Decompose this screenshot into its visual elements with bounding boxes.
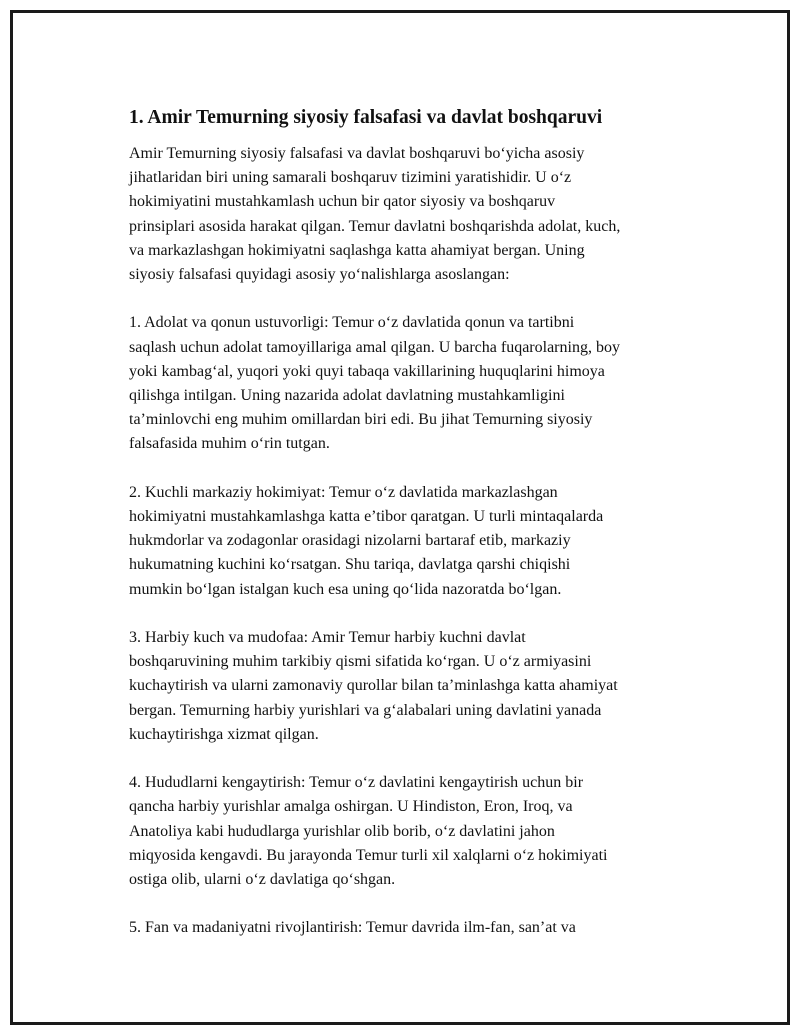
text-line: prinsiplari asosida harakat qilgan. Temur davlatni boshqarishda adolat, kuch, bbox=[129, 217, 621, 235]
text-line: 5. Fan va madaniyatni rivojlantirish: Temur davrida ilm-fan, san’at va bbox=[129, 919, 576, 937]
text-line: kuchaytirish va ularni zamonaviy qurollar bilan ta’minlashga katta ahamiyat bbox=[129, 677, 618, 695]
text-line: 4. Hududlarni kengaytirish: Temur o‘z davlatini kengaytirish uchun bir bbox=[129, 774, 584, 792]
paragraph-point-5 bbox=[129, 916, 709, 940]
page-border bbox=[10, 10, 790, 1025]
text-line: hokimiyatni mustahkamlashga katta e’tibor qaratgan. U turli mintaqalarda bbox=[129, 508, 604, 526]
text-line: ostiga olib, ularni o‘z davlatiga qo‘shgan. bbox=[129, 871, 396, 889]
text-line: hukmdorlar va zodagonlar orasidagi nizolarni bartaraf etib, markaziy bbox=[129, 532, 571, 550]
paragraph-point-4 bbox=[129, 771, 709, 892]
text-line: miqyosida kengavdi. Bu jarayonda Temur turli xil xalqlarni o‘z hokimiyati bbox=[129, 846, 608, 864]
text-line: 1. Adolat va qonun ustuvorligi: Temur o‘z davlatida qonun va tartibni bbox=[129, 314, 575, 332]
paragraph-intro bbox=[129, 142, 709, 287]
text-line: hokimiyatini mustahkamlash uchun bir qator siyosiy va boshqaruv bbox=[129, 193, 556, 211]
text-line: ta’minlovchi eng muhim omillardan biri edi. Bu jihat Temurning siyosiy bbox=[129, 411, 593, 429]
text-line: mumkin bo‘lgan istalgan kuch esa uning qo‘lida nazoratda bo‘lgan. bbox=[129, 580, 562, 598]
text-line: siyosiy falsafasi quyidagi asosiy yo‘nalishlarga asoslangan: bbox=[129, 266, 510, 284]
text-line: yoki kambag‘al, yuqori yoki quyi tabaqa vakillarining huquqlarini himoya bbox=[129, 362, 605, 380]
text-line: qancha harbiy yurishlar amalga oshirgan. U Hindiston, Eron, Iroq, va bbox=[129, 798, 573, 816]
text-line: kuchaytirishga xizmat qilgan. bbox=[129, 725, 319, 743]
text-line: qilishga intilgan. Uning nazarida adolat davlatning mustahkamligini bbox=[129, 387, 565, 405]
text-line: bergan. Temurning harbiy yurishlari va g‘alabalari uning davlatini yanada bbox=[129, 701, 602, 719]
text-line: va markazlashgan hokimiyatni saqlashga katta ahamiyat bergan. Uning bbox=[129, 241, 585, 259]
paragraph-point-1 bbox=[129, 311, 709, 456]
text-line: hukumatning kuchini ko‘rsatgan. Shu tariqa, davlatga qarshi chiqishi bbox=[129, 556, 571, 574]
text-line: Anatoliya kabi hududlarga yurishlar olib borib, o‘z davlatini jahon bbox=[129, 822, 555, 840]
text-line: Amir Temurning siyosiy falsafasi va davlat boshqaruvi bo‘yicha asosiy bbox=[129, 145, 585, 162]
document-body bbox=[129, 104, 709, 965]
text-line: 2. Kuchli markaziy hokimiyat: Temur o‘z davlatida markazlashgan bbox=[129, 483, 558, 501]
text-line: 3. Harbiy kuch va mudofaa: Amir Temur harbiy kuchni davlat bbox=[129, 629, 526, 647]
paragraph-point-3 bbox=[129, 626, 709, 747]
text-line: saqlash uchun adolat tamoyillariga amal qilgan. U barcha fuqarolarning, boy bbox=[129, 338, 620, 356]
text-line: falsafasida muhim o‘rin tutgan. bbox=[129, 435, 330, 453]
paragraph-point-2 bbox=[129, 481, 709, 602]
text-line: jihatlaridan biri uning samarali boshqaruv tizimini yaratishidir. U o‘z bbox=[129, 169, 572, 187]
text-line: boshqaruvining muhim tarkibiy qismi sifatida ko‘rgan. U o‘z armiyasini bbox=[129, 653, 592, 671]
section-heading: 1. Amir Temurning siyosiy falsafasi va davlat boshqaruvi bbox=[129, 107, 603, 128]
